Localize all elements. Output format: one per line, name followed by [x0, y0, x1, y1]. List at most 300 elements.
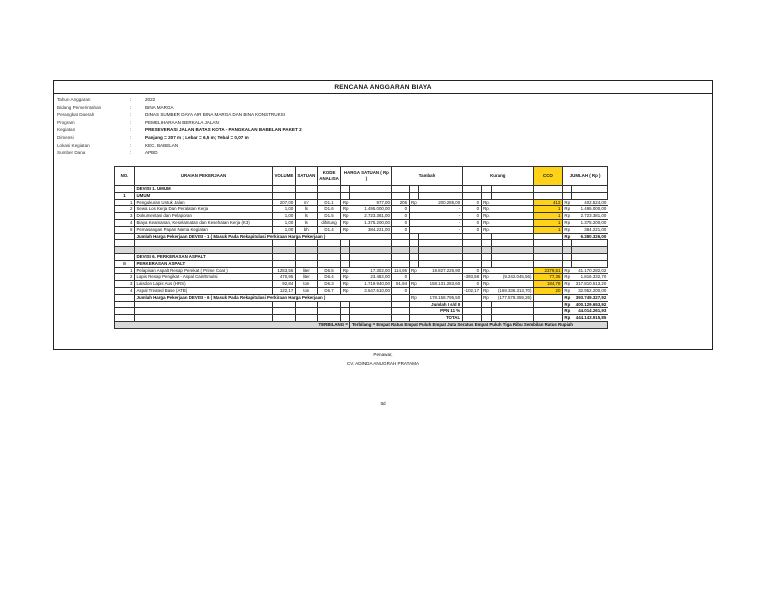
- group-row: [115, 192, 608, 199]
- summary-value: 400.129.653,92: [572, 301, 608, 308]
- info-label: Lokasi Kegiatan: [57, 142, 90, 148]
- kurang-currency: Rp.: [483, 226, 490, 232]
- currency-label: Rp: [564, 226, 571, 232]
- budget-table: [114, 166, 608, 329]
- tambah-currency: [409, 274, 418, 281]
- currency-label: Rp: [411, 294, 417, 300]
- item-price: 23.482,00: [350, 274, 392, 281]
- item-total: 41.170.282,02: [572, 267, 608, 274]
- info-label: Perangkat Daerah: [57, 112, 95, 118]
- item-total: 317.810.513,20: [572, 281, 608, 288]
- cco-volume: 1: [533, 206, 562, 213]
- item-description: Aspal Treated Base (ATB): [135, 287, 273, 294]
- empty-cell: [392, 301, 409, 308]
- empty-cell: [491, 233, 533, 240]
- currency-label: Rp: [564, 220, 571, 226]
- empty-cell: [491, 247, 533, 254]
- empty-cell: [317, 192, 341, 199]
- empty-cell: [317, 301, 341, 308]
- empty-cell: [572, 253, 608, 260]
- item-code: D1.5: [317, 213, 341, 220]
- info-value: APBD: [145, 150, 158, 156]
- tambah-currency: Rp: [411, 199, 417, 205]
- item-volume: 1,00: [273, 206, 296, 213]
- item-description: Pelapisan Aspalt Resap Perekat ( Prime Coat ): [135, 267, 273, 274]
- currency-label: Rp: [342, 220, 349, 226]
- empty-cell: [317, 247, 341, 254]
- empty-cell: [462, 186, 481, 193]
- empty-cell: [572, 186, 608, 193]
- empty-cell: [273, 186, 296, 193]
- empty-cell: [533, 253, 562, 260]
- item-code: D6.4: [317, 274, 341, 281]
- item-number: 4: [115, 287, 135, 294]
- item-volume: 207,00: [273, 199, 296, 206]
- tambah-amount: -: [418, 213, 462, 220]
- empty-cell: [418, 253, 462, 260]
- currency-label: Rp: [342, 281, 349, 287]
- empty-cell: [481, 192, 491, 199]
- title-divider: [53, 93, 713, 94]
- empty-cell: [295, 260, 317, 267]
- tambah-currency: [409, 287, 418, 294]
- empty-cell: [115, 253, 135, 260]
- kurang-currency: Rp.: [483, 267, 490, 273]
- empty-cell: [295, 253, 317, 260]
- item-description: Sewa Los Kerja Dan Peralatan Kerja: [135, 206, 273, 213]
- cco-volume: 1: [533, 219, 562, 226]
- item-volume: 470,95: [273, 274, 296, 281]
- division-total-row: [115, 294, 608, 301]
- empty-cell: [317, 315, 341, 322]
- summary-value: 44.014.261,93: [572, 308, 608, 315]
- cco-volume: 1: [533, 226, 562, 233]
- tambah-volume: 0: [392, 213, 409, 220]
- kurang-amount: [491, 267, 533, 274]
- kurang-amount: [491, 226, 533, 233]
- terbilang-text: Terbilang = Empat Ratus Empat Puluh Empat Juta Seratus Empat Puluh Tiga Ribu Sembilan Ratus Rupiah: [350, 321, 608, 328]
- tambah-amount: 19.827.226,90: [418, 267, 462, 274]
- item-number: 5: [115, 226, 135, 233]
- col-tambah: Tambah: [392, 167, 462, 186]
- currency-label: Rp: [564, 288, 571, 294]
- kurang-amount: (9.242.045,56): [491, 274, 533, 281]
- tambah-volume: 0: [392, 226, 409, 233]
- division-total-label: Jumlah Harga Pekerjaan DEVISI - 1 ( Masuk Pada Rekapitulasi Perkiraan Harga Pekerjaan ): [135, 233, 392, 240]
- terbilang-label: TERBILANG =: [115, 321, 350, 328]
- item-price: 977,00: [350, 199, 392, 206]
- empty-cell: [562, 186, 571, 193]
- tambah-volume: 0: [392, 206, 409, 213]
- empty-cell: [462, 233, 481, 240]
- table-row: [115, 213, 608, 220]
- item-code: D1.6: [317, 206, 341, 213]
- table-row: [115, 226, 608, 233]
- info-value: Panjang = 207 m ; Lebar = 6,5 m; Tebal = 0,07 m: [145, 135, 249, 140]
- info-colon: :: [130, 97, 132, 102]
- currency-label: Rp: [564, 301, 571, 307]
- currency-label: Rp: [342, 199, 349, 205]
- empty-cell: [135, 240, 273, 247]
- item-price: 1.719.940,00: [350, 281, 392, 288]
- item-total: 384.221,00: [572, 226, 608, 233]
- info-value: DINAS SUMBER DAYA AIR BINA MARGA DAN BINA KONSTRUKSI: [145, 112, 285, 118]
- empty-cell: [409, 233, 418, 240]
- currency-label: Rp: [342, 226, 349, 232]
- info-label: Program: [57, 119, 75, 125]
- tambah-volume: 0: [392, 287, 409, 294]
- empty-cell: [572, 260, 608, 267]
- table-row: [115, 274, 608, 281]
- empty-cell: [295, 192, 317, 199]
- col-kurang: Kurang: [462, 167, 533, 186]
- item-unit: bh: [295, 226, 317, 233]
- tambah-volume: 91,94: [392, 281, 409, 288]
- penawar-label: Penawar,: [373, 352, 393, 357]
- empty-cell: [418, 260, 462, 267]
- empty-cell: [317, 186, 341, 193]
- empty-cell: [317, 308, 341, 315]
- item-unit: ton: [295, 287, 317, 294]
- kurang-amount: [491, 219, 533, 226]
- empty-cell: [115, 240, 135, 247]
- empty-cell: [533, 301, 562, 308]
- table-row: [115, 199, 608, 206]
- item-code: dihitung: [317, 219, 341, 226]
- empty-cell: [273, 301, 296, 308]
- division-total: 6.380.326,00: [572, 233, 608, 240]
- empty-cell: [273, 192, 296, 199]
- group-number: II: [115, 260, 135, 267]
- empty-cell: [533, 240, 562, 247]
- empty-cell: [115, 186, 135, 193]
- empty-cell: [115, 294, 135, 301]
- empty-cell: [562, 253, 571, 260]
- empty-cell: [135, 315, 273, 322]
- empty-cell: [350, 192, 392, 199]
- summary-label: PPN 11 %: [409, 308, 462, 315]
- kurang-currency: Rp.: [483, 281, 490, 287]
- kurang-amount: [491, 281, 533, 288]
- empty-cell: [491, 260, 533, 267]
- item-description: Laisdon Lapis Aus (HRS): [135, 281, 273, 288]
- item-volume: 1,00: [273, 226, 296, 233]
- item-description: Biaya Keamanan, Keselamatan dan Kesehatan Kerja (K3): [135, 219, 273, 226]
- kurang-volume: 0: [462, 226, 481, 233]
- empty-cell: [409, 240, 418, 247]
- table-row: [115, 281, 608, 288]
- empty-cell: [491, 301, 533, 308]
- currency-label: Rp: [564, 274, 571, 280]
- empty-cell: [273, 308, 296, 315]
- info-colon: :: [130, 150, 132, 156]
- item-volume: 122,17: [273, 287, 296, 294]
- item-total: 32.952.200,00: [572, 287, 608, 294]
- item-price: 384.221,00: [350, 226, 392, 233]
- empty-cell: [115, 247, 135, 254]
- empty-cell: [418, 233, 462, 240]
- item-code: D1.1: [317, 199, 341, 206]
- empty-cell: [533, 294, 562, 301]
- item-unit: m': [295, 199, 317, 206]
- empty-cell: [273, 247, 296, 254]
- summary-label: Jumlah I s/d II: [409, 301, 462, 308]
- empty-cell: [341, 240, 350, 247]
- empty-cell: [350, 308, 392, 315]
- empty-cell: [491, 186, 533, 193]
- item-price: 17.302,00: [350, 267, 392, 274]
- empty-cell: [491, 192, 533, 199]
- item-code: D6.5: [317, 267, 341, 274]
- tambah-amount: [418, 287, 462, 294]
- item-unit: ls: [295, 213, 317, 220]
- currency-label: Rp: [564, 213, 571, 219]
- item-volume: 1253,56: [273, 267, 296, 274]
- spacer-row: [115, 247, 608, 254]
- kurang-volume: 0: [462, 267, 481, 274]
- terbilang-row: [115, 321, 608, 328]
- empty-cell: [462, 294, 481, 301]
- info-value: BINA MARGA: [145, 104, 174, 110]
- currency-label: Rp: [564, 233, 571, 239]
- info-colon: :: [130, 104, 132, 110]
- col-kode: KODE ANALISA: [317, 167, 341, 186]
- empty-cell: [572, 240, 608, 247]
- empty-cell: [491, 308, 533, 315]
- division-heading-row: [115, 186, 608, 193]
- tambah-volume: 0: [392, 274, 409, 281]
- col-harga: HARGA SATUAN ( Rp ): [341, 167, 392, 186]
- kurang-volume: 0: [462, 199, 481, 206]
- col-satuan: SATUAN: [295, 167, 317, 186]
- empty-cell: [481, 247, 491, 254]
- tambah-volume: 205: [392, 199, 409, 206]
- empty-cell: [562, 247, 571, 254]
- kurang-currency: Rp.: [483, 220, 490, 226]
- empty-cell: [135, 247, 273, 254]
- company-name: CV. ADINDA ANUGRAH PRATAMA: [346, 361, 420, 366]
- empty-cell: [341, 186, 350, 193]
- tambah-currency: [409, 206, 418, 213]
- item-description: Dokumentasi dan Pelaporan: [135, 213, 273, 220]
- item-number: 3: [115, 213, 135, 220]
- empty-cell: [350, 315, 392, 322]
- empty-cell: [533, 186, 562, 193]
- empty-cell: [295, 240, 317, 247]
- kurang-total: (177.578.359,26): [491, 294, 533, 301]
- empty-cell: [350, 301, 392, 308]
- tambah-amount: 200.285,00: [418, 199, 462, 206]
- empty-cell: [341, 247, 350, 254]
- empty-cell: [295, 315, 317, 322]
- empty-cell: [481, 315, 491, 322]
- group-label: UMUM: [135, 192, 273, 199]
- empty-cell: [273, 253, 296, 260]
- empty-cell: [462, 192, 481, 199]
- item-description: Pengukuran Untuk Jalan: [135, 199, 273, 206]
- item-total: 2.723.381,00: [572, 213, 608, 220]
- summary-row: [115, 301, 608, 308]
- empty-cell: [273, 240, 296, 247]
- item-number: 4: [115, 219, 135, 226]
- empty-cell: [409, 247, 418, 254]
- empty-cell: [462, 308, 481, 315]
- cco-volume: 184,78: [533, 281, 562, 288]
- kurang-currency: Rp.: [483, 206, 490, 212]
- kurang-amount: [491, 199, 533, 206]
- empty-cell: [392, 192, 409, 199]
- empty-cell: [350, 260, 392, 267]
- empty-cell: [418, 186, 462, 193]
- item-volume: 92,84: [273, 281, 296, 288]
- table-row: [115, 267, 608, 274]
- empty-cell: [392, 186, 409, 193]
- empty-cell: [462, 240, 481, 247]
- table-row: [115, 287, 608, 294]
- tambah-amount: [418, 274, 462, 281]
- empty-cell: [350, 253, 392, 260]
- summary-row: [115, 308, 608, 315]
- cco-volume: 2379,51: [533, 267, 562, 274]
- empty-cell: [572, 247, 608, 254]
- info-value: PEMELIHARAAN BERKALA JALAN: [145, 119, 219, 125]
- empty-cell: [418, 247, 462, 254]
- currency-label: Rp: [564, 308, 571, 314]
- empty-cell: [392, 294, 409, 301]
- empty-cell: [481, 253, 491, 260]
- empty-cell: [341, 315, 350, 322]
- col-uraian: URAIAN PEKERJAAN: [135, 167, 273, 186]
- summary-row: [115, 315, 608, 322]
- item-volume: 1,00: [273, 213, 296, 220]
- tambah-volume: 114,95: [393, 267, 408, 273]
- empty-cell: [392, 240, 409, 247]
- group-number: 1: [115, 192, 135, 199]
- empty-cell: [341, 260, 350, 267]
- empty-cell: [462, 301, 481, 308]
- currency-label: Rp: [342, 267, 349, 273]
- summary-value: 444.143.915,85: [572, 315, 608, 322]
- cco-volume: 20: [533, 287, 562, 294]
- info-label: Sumber Dana: [57, 150, 86, 156]
- item-unit: ls: [295, 219, 317, 226]
- empty-cell: [481, 186, 491, 193]
- empty-cell: [562, 192, 571, 199]
- tambah-volume: 0: [392, 219, 409, 226]
- division-heading-row: [115, 253, 608, 260]
- empty-cell: [533, 308, 562, 315]
- item-description: Lapis Resap Pengikat - Aspal Cair/Emulsi: [135, 274, 273, 281]
- division-heading: DEVISI 6. PERKERASAN ASPALT: [135, 253, 273, 260]
- empty-cell: [533, 260, 562, 267]
- info-label: Tahun Anggaran: [57, 97, 91, 102]
- col-volume: VOLUME: [273, 167, 296, 186]
- empty-cell: [115, 301, 135, 308]
- empty-cell: [392, 253, 409, 260]
- item-unit: ls: [295, 206, 317, 213]
- empty-cell: [491, 253, 533, 260]
- currency-label: Rp: [564, 315, 571, 321]
- empty-cell: [481, 260, 491, 267]
- info-label: Kegiatan: [57, 127, 76, 133]
- item-number: 2: [115, 206, 135, 213]
- tambah-amount: -: [418, 219, 462, 226]
- tambah-amount: -: [418, 206, 462, 213]
- empty-cell: [115, 308, 135, 315]
- empty-cell: [462, 247, 481, 254]
- empty-cell: [273, 315, 296, 322]
- item-number: 3: [115, 281, 135, 288]
- empty-cell: [295, 247, 317, 254]
- kurang-volume: 0: [462, 219, 481, 226]
- tambah-currency: [409, 226, 418, 233]
- empty-cell: [295, 301, 317, 308]
- division-total-row: [115, 233, 608, 240]
- empty-cell: [533, 233, 562, 240]
- item-code: D1.4: [317, 226, 341, 233]
- kurang-volume: 0: [462, 213, 481, 220]
- division-total-label: Jumlah Harga Pekerjaan DEVISI - 6 ( Masuk Pada Rekapitulasi Perkiraan Harga Pekerjaan ): [135, 294, 392, 301]
- empty-cell: [392, 247, 409, 254]
- currency-label: Rp: [342, 274, 349, 280]
- empty-cell: [533, 192, 562, 199]
- cco-volume: 1: [533, 213, 562, 220]
- item-total: 1.816.332,70: [572, 274, 608, 281]
- info-label: Bidang Pemerintahan: [57, 104, 102, 110]
- currency-label: Rp: [564, 199, 571, 205]
- empty-cell: [418, 192, 462, 199]
- empty-cell: [115, 233, 135, 240]
- kurang-currency: Rp: [481, 287, 491, 294]
- currency-label: Rp: [342, 288, 349, 294]
- kurang-currency: Rp.: [483, 199, 490, 205]
- item-price: 1.495.000,00: [350, 206, 392, 213]
- item-price: 1.375.200,00: [350, 219, 392, 226]
- info-colon: :: [130, 127, 132, 133]
- item-description: Pemasangan Papan Nama Kegiatan: [135, 226, 273, 233]
- empty-cell: [273, 260, 296, 267]
- kurang-currency: Rp.: [483, 213, 490, 219]
- info-colon: :: [130, 112, 132, 118]
- tambah-currency: [409, 219, 418, 226]
- division-total: 393.749.327,92: [572, 294, 608, 301]
- empty-cell: [562, 260, 571, 267]
- info-colon: :: [130, 135, 132, 140]
- tambah-amount: 158.131.283,60: [418, 281, 462, 288]
- info-colon: :: [130, 119, 132, 125]
- kurang-volume: -102,17: [464, 288, 480, 294]
- currency-label: Rp: [564, 281, 571, 287]
- item-number: 2: [115, 274, 135, 281]
- item-total: 1.375.200,00: [572, 219, 608, 226]
- empty-cell: [350, 240, 392, 247]
- empty-cell: [533, 247, 562, 254]
- empty-cell: [562, 240, 571, 247]
- item-unit: liter: [295, 274, 317, 281]
- summary-label: TOTAL: [409, 315, 462, 322]
- currency-label: Rp: [564, 267, 571, 273]
- empty-cell: [462, 315, 481, 322]
- kurang-volume: 0: [462, 206, 481, 213]
- info-value: KEC. BABELAN: [145, 142, 179, 148]
- empty-cell: [533, 315, 562, 322]
- empty-cell: [341, 192, 350, 199]
- info-value: PRESEVERASI JALAN BATAS KOTA - PANGKALAN BABELAN PAKET 2: [145, 127, 302, 133]
- col-jumlah: JUMLAH ( Rp ): [562, 167, 607, 186]
- empty-cell: [350, 247, 392, 254]
- item-volume: 1,00: [273, 219, 296, 226]
- empty-cell: [392, 308, 409, 315]
